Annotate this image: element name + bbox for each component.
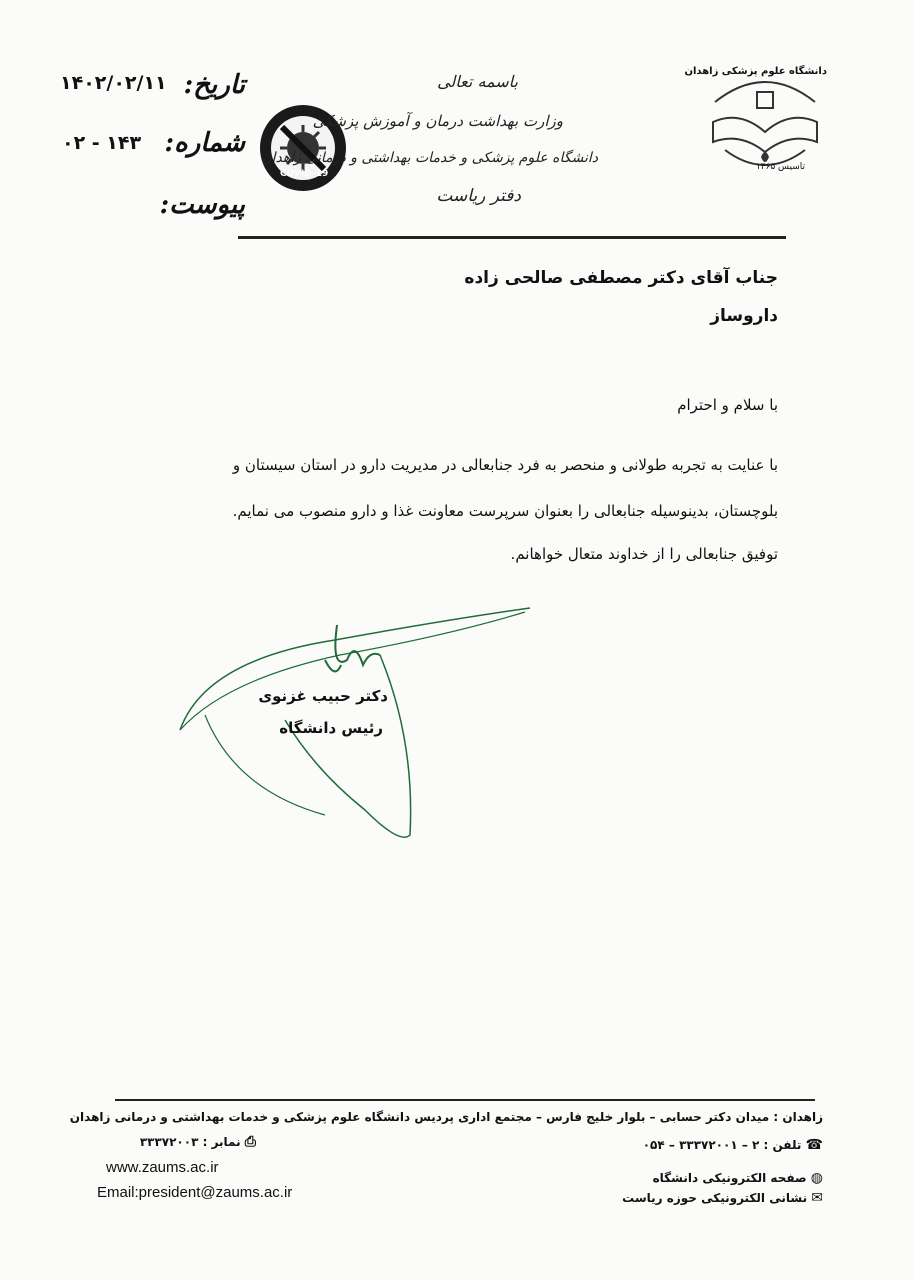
closing-line: توفیق جنابعالی را از خداوند متعال خواهانم.: [510, 545, 778, 563]
web-label-text: صفحه الکترونیکی دانشگاه: [652, 1171, 807, 1185]
attachment-label: پیوست:: [159, 190, 245, 220]
phone-label: تلفن :: [763, 1138, 802, 1152]
covid-badge-text: COVID-19: [280, 169, 329, 179]
header-rule: [238, 236, 786, 239]
envelope-icon: ✉: [811, 1190, 823, 1206]
number-label: شماره:: [164, 128, 245, 158]
footer-phone: [643, 1137, 823, 1153]
logo-text-year: تاسیس ۱۳۶۵: [755, 162, 805, 172]
office-name: دفتر ریاست: [436, 186, 521, 206]
logo-text-top: دانشگاه علوم پزشکی زاهدان: [684, 66, 827, 77]
footer-address: زاهدان : میدان دکتر حسابی – بلوار خلیج فارس – مجتمع اداری پردیس دانشگاه علوم پزشکی و خدمات بهداشتی و درمانی زاهدان: [69, 1110, 823, 1124]
globe-icon: ◍: [810, 1170, 823, 1186]
footer-website[interactable]: www.zaums.ac.ir: [106, 1159, 219, 1176]
addressee-name: جناب آقای دکتر مصطفی صالحی زاده: [464, 268, 778, 288]
footer-rule: [115, 1099, 815, 1101]
paragraph-line-2: بلوچستان، بدینوسیله جنابعالی را بعنوان سرپرست معاونت غذا و دارو منصوب می نمایم.: [232, 502, 778, 520]
bismillah: باسمه تعالی: [437, 72, 518, 91]
footer-email-label: [622, 1190, 823, 1206]
ministry-name: وزارت بهداشت درمان و آموزش پزشکی: [312, 112, 563, 130]
footer-fax: [140, 1134, 256, 1150]
number-value: ۰۲ - ۱۴۳: [62, 132, 142, 154]
phone-value: ۲ – ۳۳۳۷۲۰۰۱ – ۰۵۴: [642, 1138, 760, 1152]
fax-label: نمابر :: [202, 1135, 241, 1149]
addressee-title: داروساز: [710, 306, 778, 326]
date-value: ۱۴۰۲/۰۲/۱۱: [60, 72, 167, 94]
signatory-name: دکتر حبیب غزنوی: [258, 687, 388, 705]
university-logo: [684, 62, 835, 182]
paragraph-line-1: با عنایت به تجربه طولانی و منحصر به فرد جنابعالی در مدیریت دارو در استان سیستان و: [232, 456, 778, 474]
signatory-title: رئیس دانشگاه: [279, 719, 383, 737]
footer-web-label: [653, 1170, 823, 1186]
phone-icon: ☎: [805, 1137, 823, 1153]
university-name: دانشگاه علوم پزشکی و خدمات بهداشتی و درمانی زاهدان: [261, 150, 598, 166]
footer-email[interactable]: Email:president@zaums.ac.ir: [97, 1184, 293, 1201]
fax-value: ۳۳۳۷۲۰۰۳: [139, 1135, 199, 1149]
date-label: تاریخ:: [183, 70, 245, 100]
fax-icon: ⎙: [244, 1134, 256, 1150]
greeting: با سلام و احترام: [677, 396, 778, 414]
email-label-text: نشانی الکترونیکی حوزه ریاست: [622, 1191, 808, 1205]
